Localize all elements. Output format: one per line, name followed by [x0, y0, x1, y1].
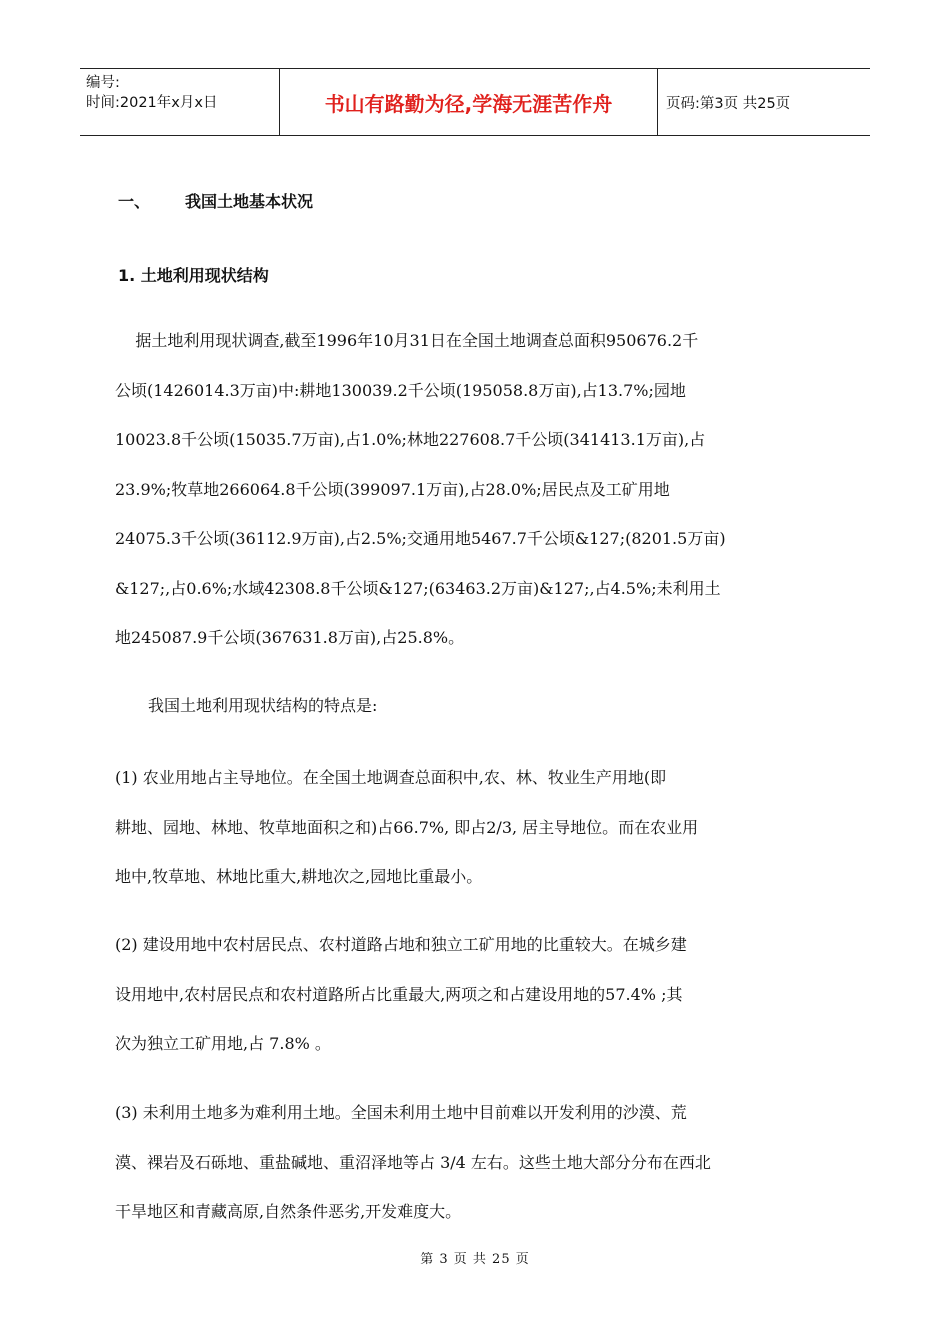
paragraph-features-intro: 我国土地利用现状结构的特点是:	[148, 696, 378, 715]
header-meta	[80, 69, 280, 135]
paragraph-line: 地中,牧草地、林地比重大,耕地次之,园地比重最小。	[115, 867, 483, 886]
paragraph-line: &127;,占0.6%;水域42308.8千公顷&127;(63463.2万亩)&127;,占4.5%;未利用土	[115, 578, 721, 598]
header-motto: 书山有路勤为径,学海无涯苦作舟	[280, 69, 658, 135]
section-title: 我国土地基本状况	[185, 192, 314, 211]
section-number: 一、	[118, 192, 151, 211]
page-header	[80, 68, 870, 136]
paragraph-line: 23.9%;牧草地266064.8千公顷(399097.1万亩),占28.0%;居民点及工矿用地	[115, 479, 670, 499]
paragraph-line: 漠、裸岩及石砾地、重盐碱地、重沼泽地等占 3/4 左右。这些土地大部分分布在西北	[115, 1152, 711, 1172]
paragraph-line: 地245087.9千公顷(367631.8万亩),占25.8%。	[115, 628, 465, 647]
paragraph-line: (2) 建设用地中农村居民点、农村道路占地和独立工矿用地的比重较大。在城乡建	[115, 935, 687, 954]
header-date-label: 时间:2021年x月x日	[86, 95, 218, 111]
paragraph-line: (1) 农业用地占主导地位。在全国土地调查总面积中,农、林、牧业生产用地(即	[115, 768, 667, 787]
paragraph-land-use-survey	[115, 316, 840, 663]
paragraph-line: 耕地、园地、林地、牧草地面积之和)占66.7%, 即占2/3, 居主导地位。而在农业用	[115, 817, 699, 837]
paragraph-line: 24075.3千公顷(36112.9万亩),占2.5%;交通用地5467.7千公顷&127;(8201.5万亩)	[115, 529, 726, 548]
header-page-info: 页码:第3页 共25页	[666, 95, 791, 112]
paragraph-line: 干旱地区和青藏高原,自然条件恶劣,开发难度大。	[115, 1202, 462, 1221]
paragraph-line: 公顷(1426014.3万亩)中:耕地130039.2千公顷(195058.8万亩),占13.7%;园地	[115, 380, 686, 400]
page-footer: 第 3 页 共 25 页	[420, 1252, 530, 1267]
paragraph-line: 设用地中,农村居民点和农村道路所占比重最大,两项之和占建设用地的57.4% ;其	[115, 984, 683, 1004]
list-item-construction-land	[115, 920, 840, 1069]
subsection-title: 1. 土地利用现状结构	[118, 266, 269, 285]
paragraph-line: 次为独立工矿用地,占 7.8% 。	[115, 1034, 331, 1053]
list-item-unused-land	[115, 1088, 840, 1237]
list-item-agricultural-land	[115, 753, 840, 902]
paragraph-line: 10023.8千公顷(15035.7万亩),占1.0%;林地227608.7千公顷(341413.1万亩),占	[115, 430, 706, 449]
paragraph-line: 据土地利用现状调查,截至1996年10月31日在全国土地调查总面积950676.2千	[115, 331, 699, 350]
paragraph-line: (3) 未利用土地多为难利用土地。全国未利用土地中目前难以开发利用的沙漠、荒	[115, 1103, 687, 1122]
header-number-label: 编号:	[86, 75, 120, 91]
